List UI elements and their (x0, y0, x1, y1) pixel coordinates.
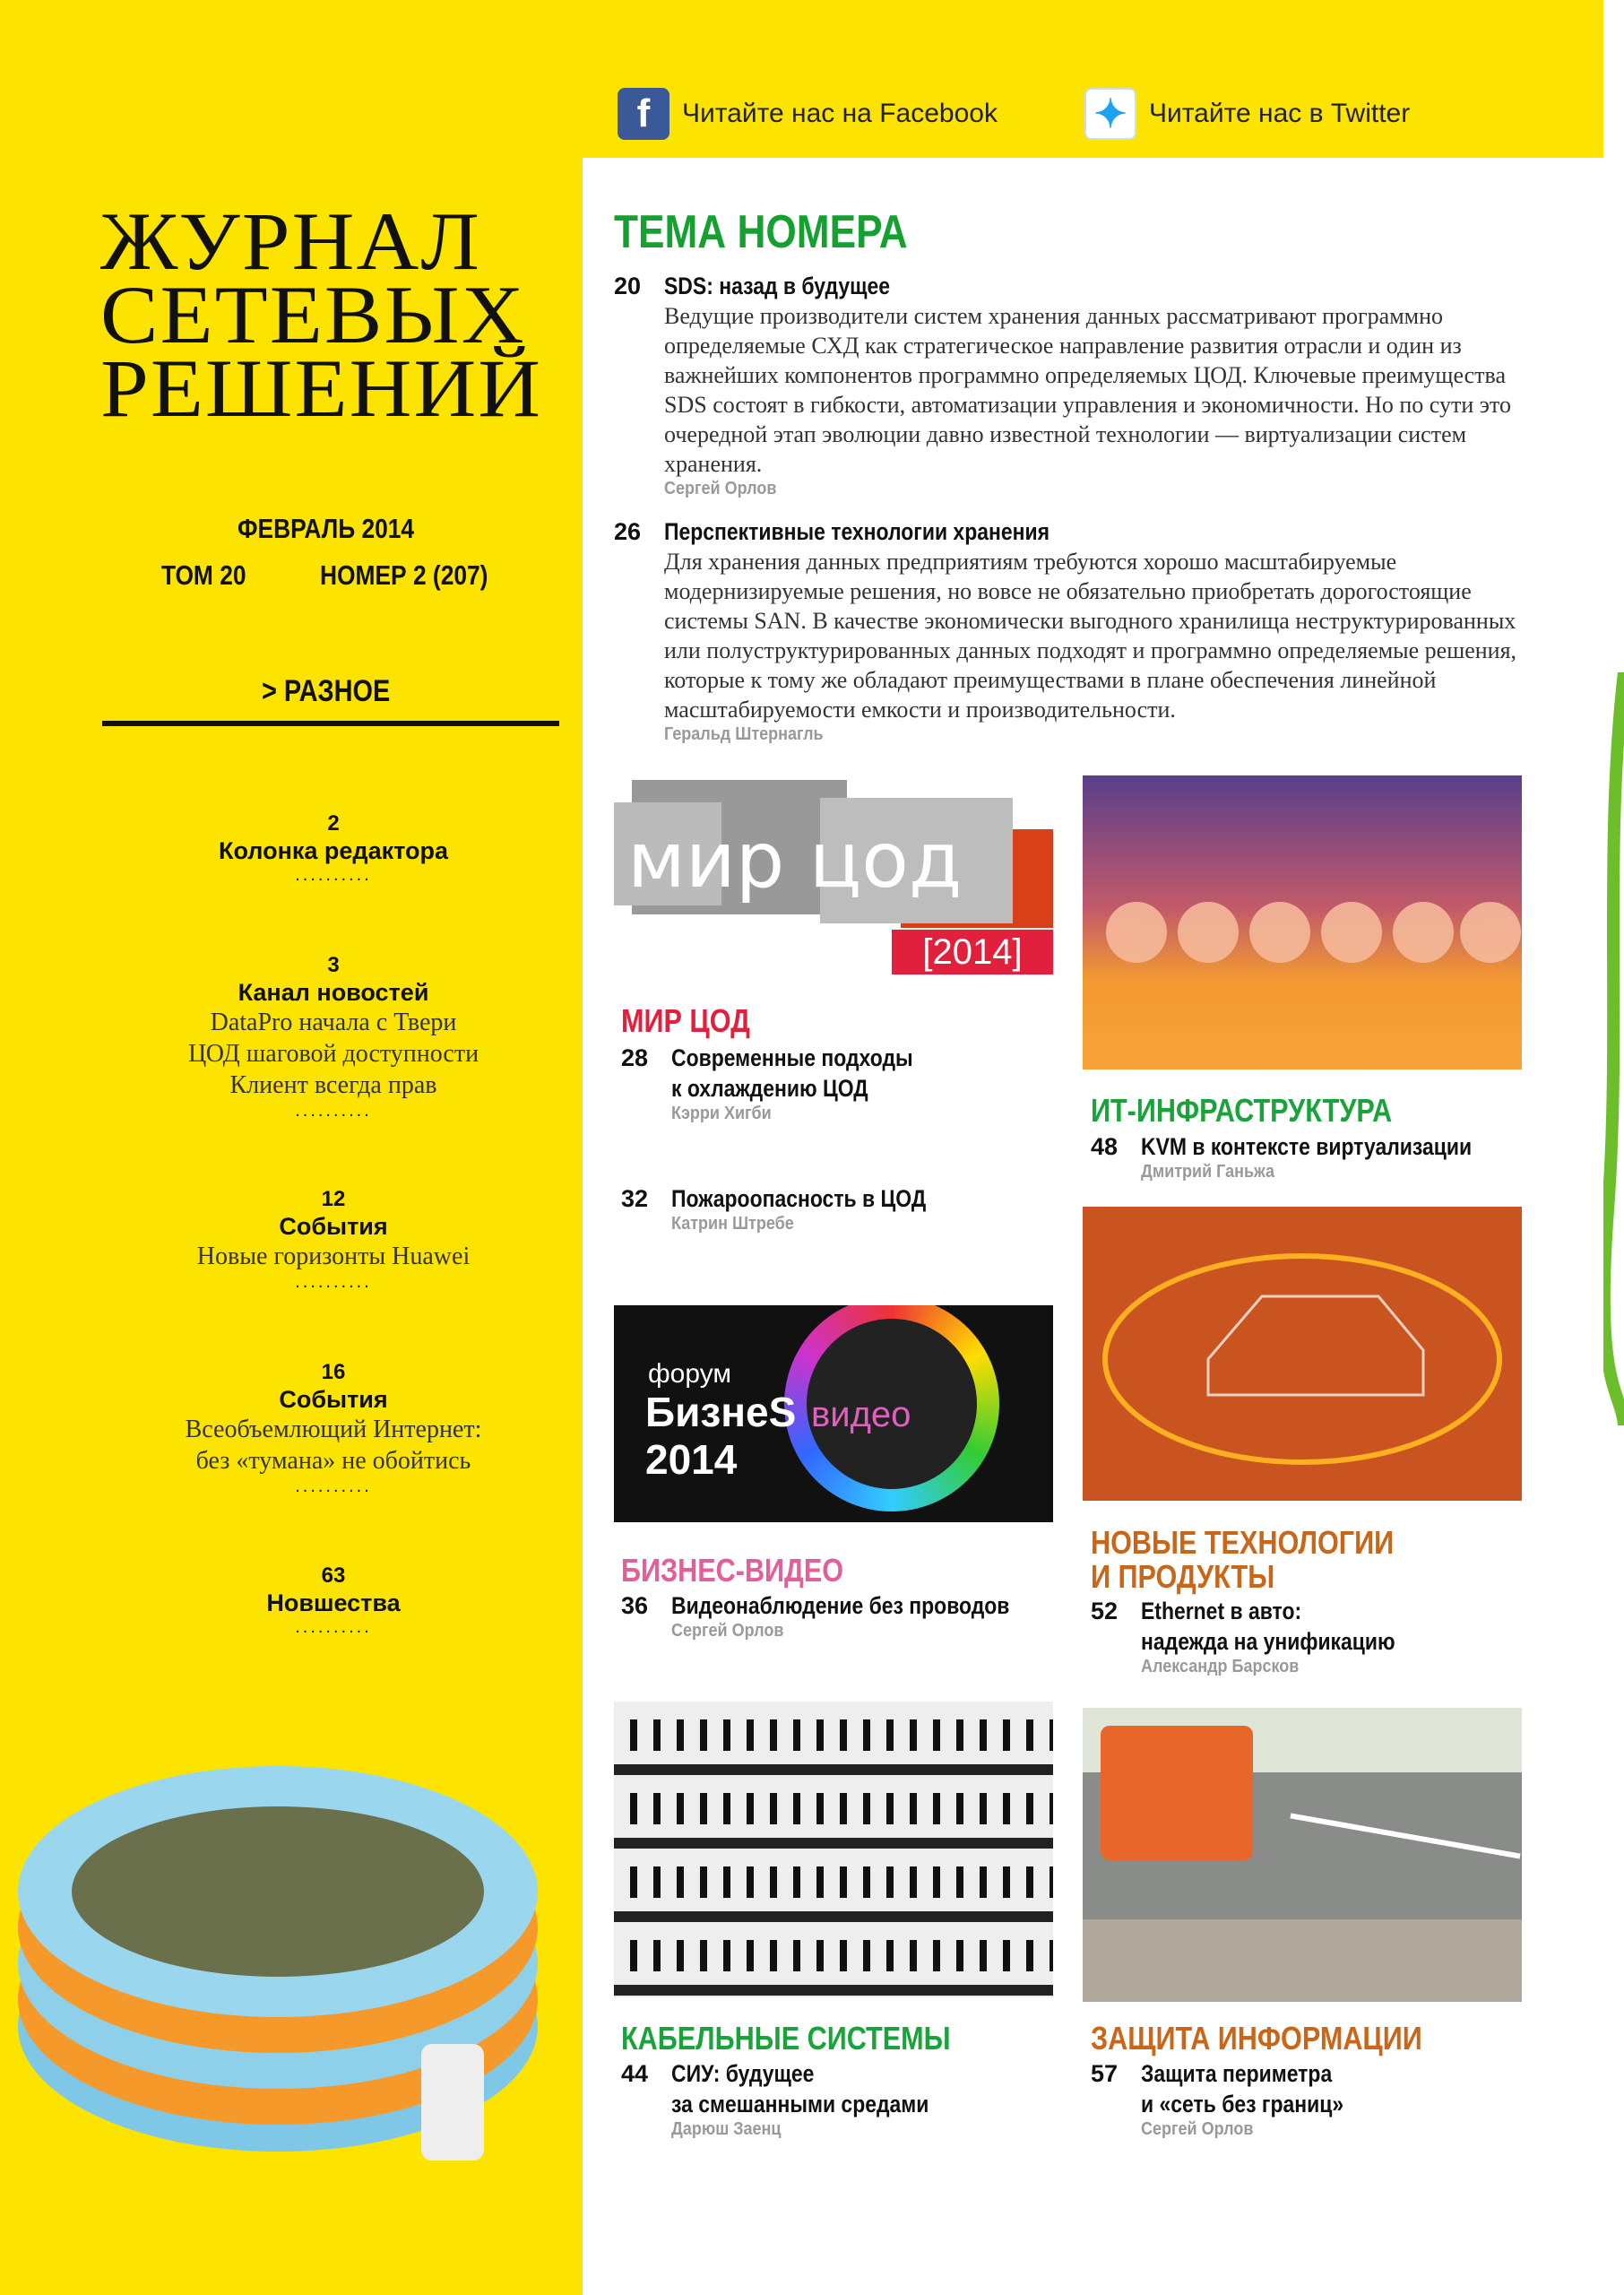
logo-line: ЖУРНАЛ (100, 195, 481, 287)
misc-item[interactable] (100, 1187, 566, 1292)
article-title: и «сеть без границ» (1141, 2091, 1344, 2117)
article-title: SDS: назад в будущее (664, 273, 890, 299)
misc-heading: > РАЗНОЕ (262, 674, 391, 708)
item-title: События (279, 1386, 388, 1413)
cable-heading: КАБЕЛЬНЫЕ СИСТЕМЫ (621, 2020, 951, 2057)
item-title: Новшества (266, 1589, 401, 1616)
heading-line: НОВЫЕ ТЕХНОЛОГИИ (1091, 1524, 1395, 1561)
page-number: 48 (1091, 1133, 1119, 1160)
article-title: Перспективные технологии хранения (664, 518, 1050, 545)
security-heading: ЗАЩИТА ИНФОРМАЦИИ (1091, 2020, 1422, 2057)
page-number: 3 (327, 953, 340, 977)
misc-item[interactable] (100, 953, 566, 1121)
misc-item[interactable] (100, 811, 566, 885)
article-author: Сергей Орлов (664, 479, 777, 498)
feature-heading: ТЕМА НОМЕРА (614, 206, 908, 258)
article-title: Ethernet в авто: (1141, 1598, 1302, 1624)
feature-article[interactable] (614, 516, 1547, 745)
article-link[interactable] (621, 1590, 1069, 1641)
divider (102, 721, 559, 726)
article-title: за смешанными средами (671, 2091, 929, 2117)
dots: .......... (295, 1272, 372, 1292)
article-author: Александр Барсков (1141, 1657, 1300, 1676)
article-link[interactable] (1091, 1596, 1440, 1677)
dots: .......... (295, 865, 372, 885)
item-subtitle: Новые горизонты Huawei (196, 1243, 471, 1270)
truck-image (1083, 1708, 1522, 2002)
item-title: Канал новостей (238, 979, 429, 1006)
logo-text: мир цод (627, 816, 963, 905)
mircod-heading: МИР ЦОД (621, 1002, 750, 1039)
article-author: Геральд Штернагль (664, 724, 824, 744)
article-author: Кэрри Хигби (671, 1104, 772, 1123)
page-number: 52 (1091, 1598, 1119, 1624)
mircod-logo-image (614, 775, 1053, 980)
article-title: KVM в контексте виртуализации (1141, 1133, 1473, 1160)
banner-text: 2014 (645, 1436, 738, 1483)
car-image (1083, 1207, 1522, 1501)
dots: .......... (295, 1617, 372, 1637)
logo-line: РЕШЕНИЙ (100, 342, 543, 434)
twitter-label: Читайте нас в Twitter (1149, 99, 1411, 128)
volume: ТОМ 20 (161, 559, 246, 591)
twitter-link[interactable] (1084, 88, 1410, 140)
pool-illustration (0, 1739, 583, 2205)
dots: .......... (295, 1477, 372, 1496)
article-author: Катрин Штребе (671, 1214, 794, 1234)
article-link[interactable] (621, 2058, 974, 2140)
infra-heading: ИТ-ИНФРАСТРУКТУРА (1091, 1092, 1393, 1129)
page-number: 36 (621, 1592, 649, 1619)
item-subtitle: DataPro начала с Твери (210, 1009, 457, 1036)
article-author: Сергей Орлов (1141, 2119, 1254, 2139)
keyboards-image (614, 1702, 1053, 1997)
business-video-banner (614, 1305, 1053, 1522)
item-subtitle: ЦОД шаговой доступности (187, 1040, 479, 1068)
page-number: 16 (321, 1360, 346, 1384)
item-title: События (279, 1213, 388, 1240)
article-summary: Ведущие производители систем хранения данных рассматривают программно определяемые СХД как стратегическое направление развития отрасли и один из важнейших компонентов программно определяемых ЦОД. Ключевые преимущества SDS состоят в гибкости, автоматизации управления и экономичности. Но по сути это очередной этап эволюции давно известной технологии — виртуализации систем хранения. (664, 303, 1511, 477)
page-number: 44 (621, 2060, 649, 2087)
page-number: 32 (621, 1185, 649, 1212)
page-number: 20 (614, 273, 642, 299)
article-title: Современные подходы (671, 1044, 913, 1071)
hands-image (1083, 775, 1522, 1070)
decorative-swirl (1603, 672, 1624, 1425)
issue-number: НОМЕР 2 (207) (320, 559, 488, 591)
misc-item[interactable] (100, 1563, 566, 1637)
issue-date: ФЕВРАЛЬ 2014 (238, 513, 415, 544)
page-number: 63 (321, 1563, 346, 1588)
banner-text: форум (648, 1359, 732, 1389)
page-number: 57 (1091, 2060, 1119, 2087)
banner-text: БизнеS (645, 1389, 797, 1435)
item-subtitle: Клиент всегда прав (229, 1071, 437, 1099)
article-link[interactable] (1091, 1131, 1530, 1182)
article-author: Дарюш Заенц (671, 2119, 782, 2139)
article-title: Защита периметра (1141, 2060, 1333, 2087)
dots: .......... (295, 1101, 372, 1121)
twitter-icon: ✦ (1084, 88, 1136, 140)
article-title: к охлаждению ЦОД (671, 1075, 868, 1102)
article-link[interactable] (621, 1183, 971, 1234)
video-heading: БИЗНЕС-ВИДЕО (621, 1552, 844, 1589)
article-author: Дмитрий Ганьжа (1141, 1162, 1275, 1182)
facebook-link[interactable] (618, 88, 998, 140)
page-number: 28 (621, 1044, 649, 1071)
logo-line: СЕТЕВЫХ (100, 269, 526, 360)
article-author: Сергей Орлов (671, 1621, 784, 1641)
heading-line: И ПРОДУКТЫ (1091, 1558, 1275, 1595)
item-subtitle: без «тумана» не обойтись (195, 1447, 471, 1475)
facebook-icon: f (618, 88, 669, 140)
article-link[interactable] (621, 1043, 955, 1124)
article-title: Пожароопасность в ЦОД (671, 1185, 927, 1212)
article-title: СИУ: будущее (671, 2060, 815, 2087)
item-title: Колонка редактора (219, 837, 448, 864)
misc-item[interactable] (100, 1360, 566, 1496)
banner-text: видео (811, 1395, 911, 1434)
logo-year: [2014] (892, 930, 1053, 974)
article-link[interactable] (1091, 2058, 1379, 2140)
article-title: надежда на унификацию (1141, 1628, 1395, 1655)
item-subtitle: Всеобъемлющий Интернет: (185, 1416, 482, 1443)
page-number: 2 (327, 811, 340, 836)
facebook-label: Читайте нас на Facebook (682, 99, 998, 128)
feature-article[interactable] (614, 271, 1547, 499)
magazine-logo (100, 195, 590, 434)
newtech-heading (1091, 1526, 1394, 1594)
article-title: Видеонаблюдение без проводов (671, 1592, 1010, 1619)
page-number: 26 (614, 518, 642, 545)
page-number: 12 (321, 1187, 346, 1211)
article-summary: Для хранения данных предприятиям требуются хорошо масштабируемые модернизируемые решения, но вовсе не обязательно приобретать дорогостоящие системы SAN. В качестве экономически выгодного хранилища неструктурированных или полуструктурированных данных подходят и программно определяемые решения, которые к тому же обладают преимуществами в плане обеспечения линейной масштабируемости емкости и производительности. (664, 549, 1517, 723)
